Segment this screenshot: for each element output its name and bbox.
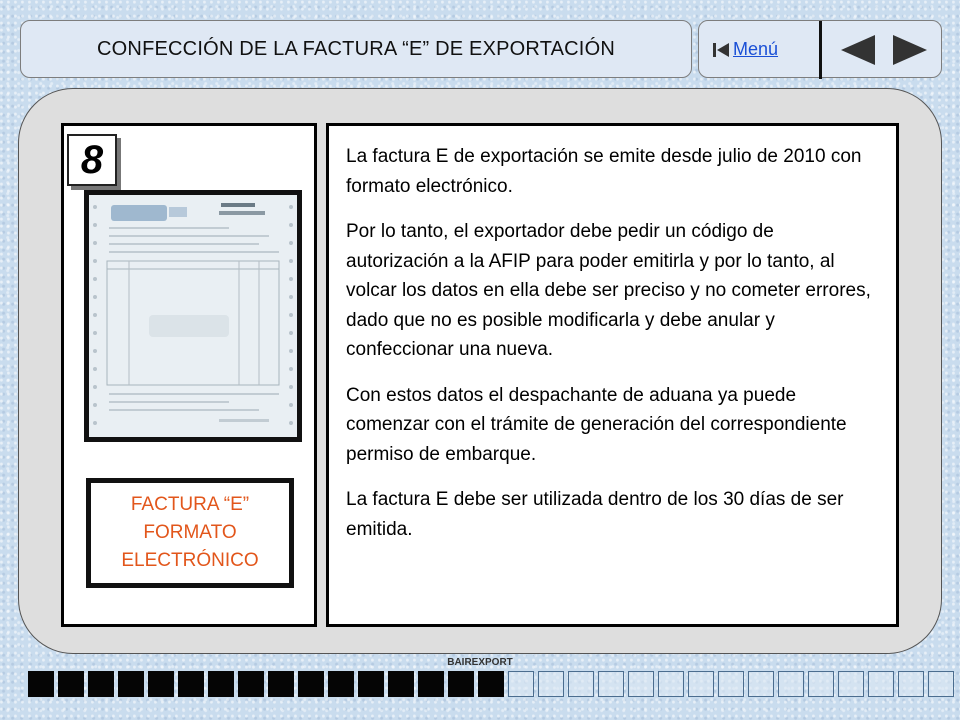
- progress-segment-filled: [298, 671, 324, 697]
- image-caption-box: [86, 478, 294, 588]
- menu-link[interactable]: [711, 39, 778, 60]
- progress-segment-empty: [748, 671, 774, 697]
- slide-progress-bar: [22, 671, 958, 707]
- progress-segment-filled: [118, 671, 144, 697]
- paragraph: La factura E debe ser utilizada dentro de los 30 días de ser emitida.: [346, 489, 844, 540]
- invoice-image: [84, 190, 302, 442]
- progress-segment-filled: [268, 671, 294, 697]
- menu-label: Menú: [733, 39, 779, 59]
- nav-divider: [819, 21, 822, 79]
- progress-segment-filled: [58, 671, 84, 697]
- progress-segment-empty: [778, 671, 804, 697]
- navigation-bar: [698, 20, 942, 78]
- progress-segment-empty: [838, 671, 864, 697]
- triangle-left-icon: [841, 35, 875, 65]
- progress-segment-empty: [508, 671, 534, 697]
- progress-segment-empty: [628, 671, 654, 697]
- page-title: CONFECCIÓN DE LA FACTURA “E” DE EXPORTACIÓN: [97, 37, 615, 60]
- progress-segment-empty: [658, 671, 684, 697]
- next-slide-button[interactable]: [891, 34, 929, 66]
- progress-segment-filled: [358, 671, 384, 697]
- text-card: [329, 126, 896, 624]
- triangle-right-icon: [893, 35, 927, 65]
- progress-segment-filled: [208, 671, 234, 697]
- progress-segment-empty: [598, 671, 624, 697]
- caption-line: ELECTRÓNICO: [121, 550, 259, 571]
- progress-segment-filled: [448, 671, 474, 697]
- invoice-illustration: [89, 195, 297, 437]
- previous-slide-button[interactable]: [839, 34, 877, 66]
- paragraph: La factura E de exportación se emite desde julio de 2010 con formato electrónico.: [346, 146, 862, 197]
- slide-number: 8: [67, 134, 117, 186]
- paragraph: Por lo tanto, el exportador debe pedir un código de autorización a la AFIP para poder emitirla y por lo tanto, al volcar los datos en ella debe ser preciso y no cometer errores, dado que no es posible modificarla y debe anular y confeccionar una nueva.: [346, 221, 871, 360]
- progress-segment-empty: [868, 671, 894, 697]
- progress-segment-filled: [28, 671, 54, 697]
- caption-line: FORMATO: [143, 522, 237, 543]
- progress-segment-filled: [148, 671, 174, 697]
- image-caption: [91, 483, 289, 583]
- progress-segment-empty: [538, 671, 564, 697]
- progress-segment-empty: [928, 671, 954, 697]
- progress-segment-filled: [328, 671, 354, 697]
- progress-segment-filled: [418, 671, 444, 697]
- title-bar: [20, 20, 692, 78]
- footer-brand: BAIREXPORT: [447, 657, 513, 668]
- progress-segment-filled: [88, 671, 114, 697]
- progress-segment-filled: [178, 671, 204, 697]
- skip-to-start-icon: [711, 42, 731, 58]
- progress-segment-filled: [238, 671, 264, 697]
- invoice-paper: [89, 195, 297, 437]
- progress-segment-filled: [478, 671, 504, 697]
- progress-segment-empty: [898, 671, 924, 697]
- progress-segment-empty: [808, 671, 834, 697]
- progress-segment-empty: [568, 671, 594, 697]
- paragraph: Con estos datos el despachante de aduana ya puede comenzar con el trámite de generación del correspondiente permiso de embarque.: [346, 384, 847, 465]
- caption-line: FACTURA “E”: [130, 494, 250, 515]
- progress-segment-empty: [718, 671, 744, 697]
- progress-segment-filled: [388, 671, 414, 697]
- progress-segment-empty: [688, 671, 714, 697]
